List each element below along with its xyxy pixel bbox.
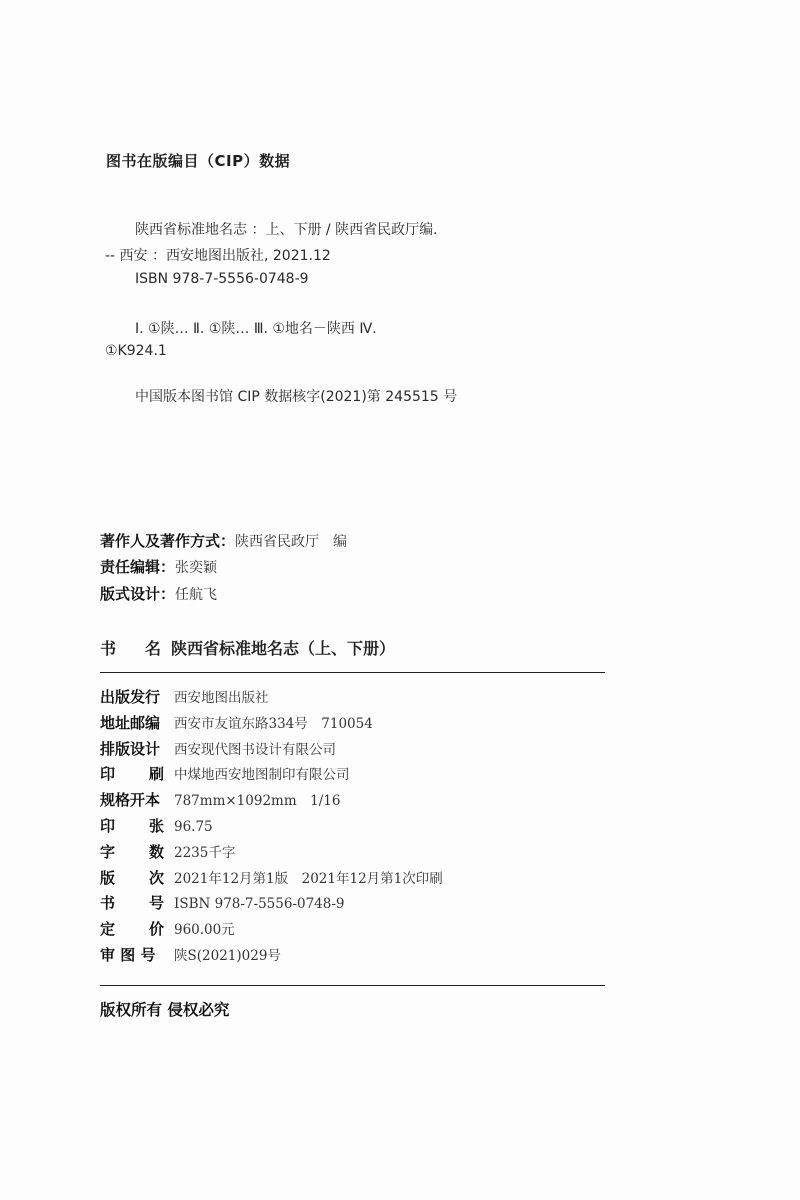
imprint-label: 出版发行: [100, 688, 161, 706]
imprint-label: 审 图 号: [100, 946, 156, 964]
credit-value: 任航飞: [175, 587, 218, 603]
imprint-value: 陕S(2021)029号: [174, 948, 281, 964]
book-title-value: 陕西省标准地名志（上、下册）: [171, 639, 396, 658]
credit-label: 著作人及著作方式：: [100, 532, 236, 550]
imprint-value: 2021年12月第1版 2021年12月第1次印刷: [174, 871, 443, 887]
credit-label: 责任编辑：: [100, 558, 176, 576]
imprint-value: 960.00元: [174, 922, 235, 938]
divider-bottom: [100, 985, 605, 986]
imprint-value: 96.75: [174, 819, 213, 835]
imprint-row: [100, 867, 443, 889]
imprint-row: [100, 712, 373, 734]
imprint-value: 787mm×1092mm 1/16: [174, 793, 341, 809]
imprint-row: [100, 686, 269, 708]
divider-top: [100, 672, 605, 673]
cip-title: 图书在版编目（CIP）数据: [106, 152, 291, 170]
cip-line: ①K924.1: [105, 343, 167, 359]
imprint-value: 西安地图出版社: [174, 690, 269, 706]
cip-line: 中国版本图书馆 CIP 数据核字(2021)第 245515 号: [135, 389, 458, 405]
imprint-value: 2235千字: [174, 845, 236, 861]
imprint-label: 定 价: [100, 920, 164, 938]
imprint-row: [100, 944, 281, 966]
cip-line: Ⅰ. ①陕… Ⅱ. ①陕… Ⅲ. ①地名－陕西 Ⅳ.: [135, 321, 377, 337]
credit-value: 张奕颖: [175, 560, 218, 576]
imprint-label: 印 刷: [100, 765, 164, 783]
imprint-label: 地址邮编: [100, 714, 161, 732]
book-title: [100, 636, 395, 659]
imprint-label: 规格开本: [100, 791, 161, 809]
imprint-value: 西安现代图书设计有限公司: [174, 742, 336, 758]
imprint-row: [100, 789, 340, 811]
cip-line: -- 西安 ：西安地图出版社, 2021.12: [105, 248, 331, 264]
book-title-label-left: 书: [100, 639, 117, 658]
imprint-row: [100, 738, 336, 760]
imprint-row: [100, 841, 235, 863]
imprint-row: [100, 892, 345, 914]
copyright-notice: 版权所有 侵权必究: [100, 1001, 230, 1019]
credit-designer: [100, 583, 217, 604]
imprint-row: [100, 815, 213, 837]
credit-editor: [100, 556, 217, 577]
imprint-value: 中煤地西安地图制印有限公司: [174, 767, 350, 783]
imprint-row: [100, 918, 235, 940]
imprint-row: [100, 763, 350, 785]
imprint-label: 版 次: [100, 869, 164, 887]
imprint-value: ISBN 978-7-5556-0748-9: [174, 896, 345, 912]
imprint-label: 排版设计: [100, 740, 161, 758]
imprint-label: 印 张: [100, 817, 164, 835]
credit-author: [100, 530, 347, 551]
imprint-label: 书 号: [100, 894, 164, 912]
credit-label: 版式设计：: [100, 585, 176, 603]
cip-line: ISBN 978-7-5556-0748-9: [135, 271, 309, 287]
imprint-value: 西安市友谊东路334号 710054: [174, 716, 373, 732]
credit-value: 陕西省民政厅 编: [235, 534, 348, 550]
book-title-label-right: 名: [145, 639, 162, 658]
cip-line: 陕西省标准地名志 ：上、下册 / 陕西省民政厅编.: [135, 222, 438, 238]
imprint-label: 字 数: [100, 843, 164, 861]
